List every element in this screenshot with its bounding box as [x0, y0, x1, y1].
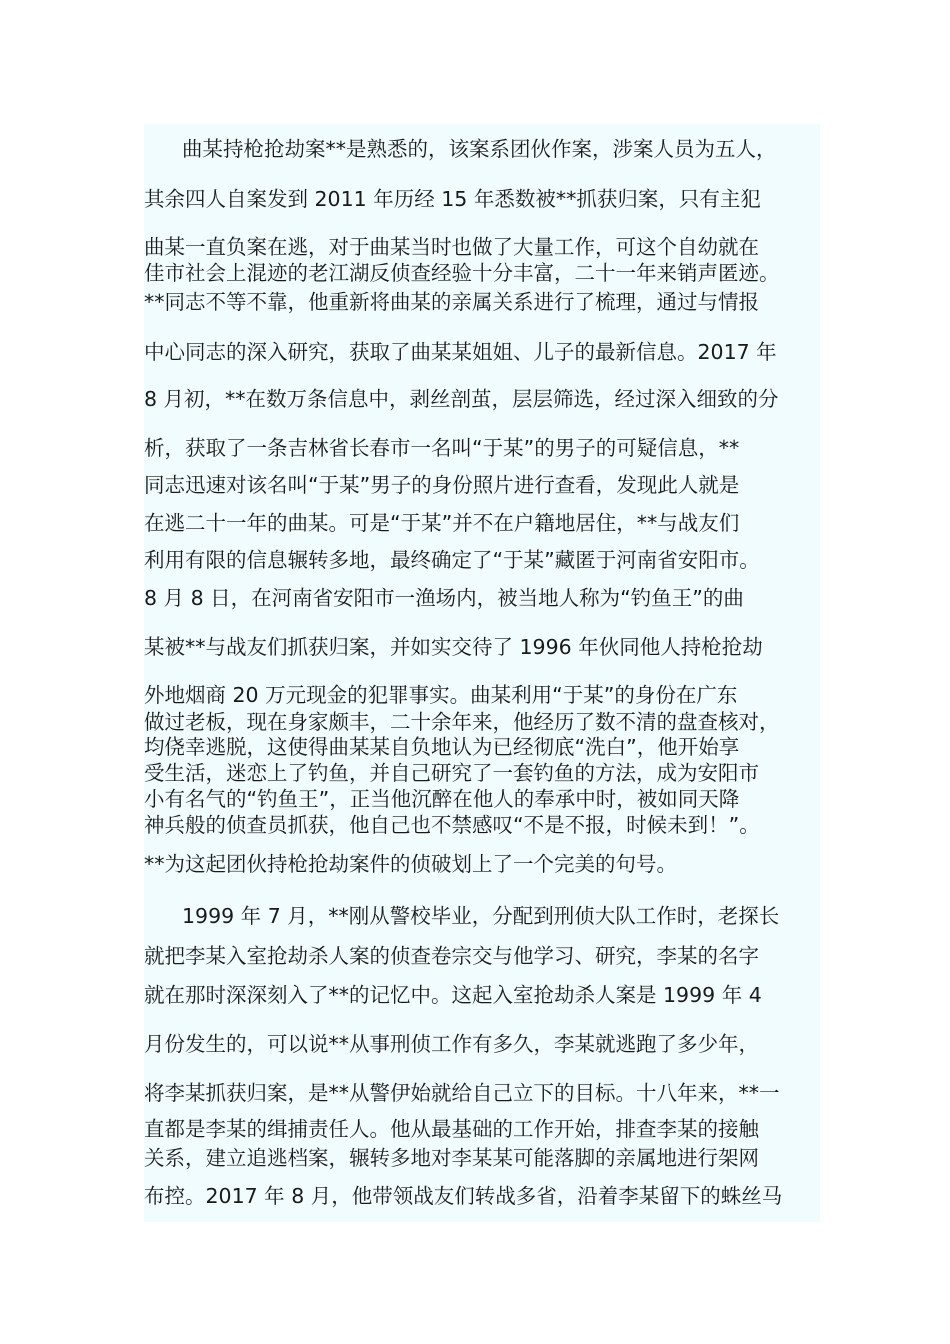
text-line: 析，获取了一条吉林省长春市一名叫“于某”的男子的可疑信息，** [144, 436, 740, 460]
text-line: 曲某持枪抢劫案**是熟悉的，该案系团伙作案，涉案人员为五人， [182, 137, 777, 161]
text-line: 其余四人自案发到 2011 年历经 15 年悉数被**抓获归案，只有主犯 [144, 187, 761, 211]
text-line: 中心同志的深入研究，获取了曲某某姐姐、儿子的最新信息。2017 年 [144, 340, 777, 364]
text-line: 曲某一直负案在逃，对于曲某当时也做了大量工作，可这个自幼就在 [144, 235, 759, 259]
text-line: 8 月 8 日，在河南省安阳市一渔场内，被当地人称为“钓鱼王”的曲 [144, 586, 744, 610]
text-line: 就在那时深深刻入了**的记忆中。这起入室抢劫杀人案是 1999 年 4 [144, 983, 762, 1007]
text-line: 同志迅速对该名叫“于某”男子的身份照片进行查看，发现此人就是 [144, 473, 740, 497]
text-line: 外地烟商 20 万元现金的犯罪事实。曲某利用“于某”的身份在广东 [144, 683, 738, 707]
document-text-block [144, 124, 820, 1222]
text-line: 月份发生的，可以说**从事刑侦工作有多久，李某就逃跑了多少年， [144, 1032, 759, 1056]
text-line: 将李某抓获归案，是**从警伊始就给自己立下的目标。十八年来，**一 [144, 1081, 780, 1105]
text-line: 布控。2017 年 8 月，他带领战友们转战多省，沿着李某留下的蛛丝马 [144, 1184, 783, 1208]
text-line: 直都是李某的缉捕责任人。他从最基础的工作开始，排查李某的接触 [144, 1117, 759, 1141]
text-line: **同志不等不靠，他重新将曲某的亲属关系进行了梳理，通过与情报 [144, 290, 759, 314]
text-line: 佳市社会上混迹的老江湖反侦查经验十分丰富，二十一年来销声匿迹。 [144, 261, 780, 285]
text-line: 关系，建立追逃档案，辗转多地对李某某可能落脚的亲属地进行架网 [144, 1146, 759, 1170]
text-line: 小有名气的“钓鱼王”，正当他沉醉在他人的奉承中时，被如同天降 [144, 787, 740, 811]
text-line: 某被**与战友们抓获归案，并如实交待了 1996 年伙同他人持枪抢劫 [144, 635, 763, 659]
text-line: 做过老板，现在身家颇丰，二十余年来，他经历了数不清的盘查核对， [144, 710, 780, 734]
text-line: 利用有限的信息辗转多地，最终确定了“于某”藏匿于河南省安阳市。 [144, 548, 760, 572]
text-line: 1999 年 7 月，**刚从警校毕业，分配到刑侦大队工作时，老探长 [182, 904, 780, 928]
text-line: 神兵般的侦查员抓获，他自己也不禁感叹“不是不报，时候未到！”。 [144, 813, 760, 837]
text-line: 受生活，迷恋上了钓鱼，并自己研究了一套钓鱼的方法，成为安阳市 [144, 761, 759, 785]
text-line: 8 月初，**在数万条信息中，剥丝剖茧，层层筛选，经过深入细致的分 [144, 387, 779, 411]
text-line: **为这起团伙持枪抢劫案件的侦破划上了一个完美的句号。 [144, 852, 677, 876]
text-line: 就把李某入室抢劫杀人案的侦查卷宗交与他学习、研究，李某的名字 [144, 944, 759, 968]
text-line: 均侥幸逃脱，这使得曲某某自负地认为已经彻底“洗白”，他开始享 [144, 735, 740, 759]
text-line: 在逃二十一年的曲某。可是“于某”并不在户籍地居住，**与战友们 [144, 511, 740, 535]
